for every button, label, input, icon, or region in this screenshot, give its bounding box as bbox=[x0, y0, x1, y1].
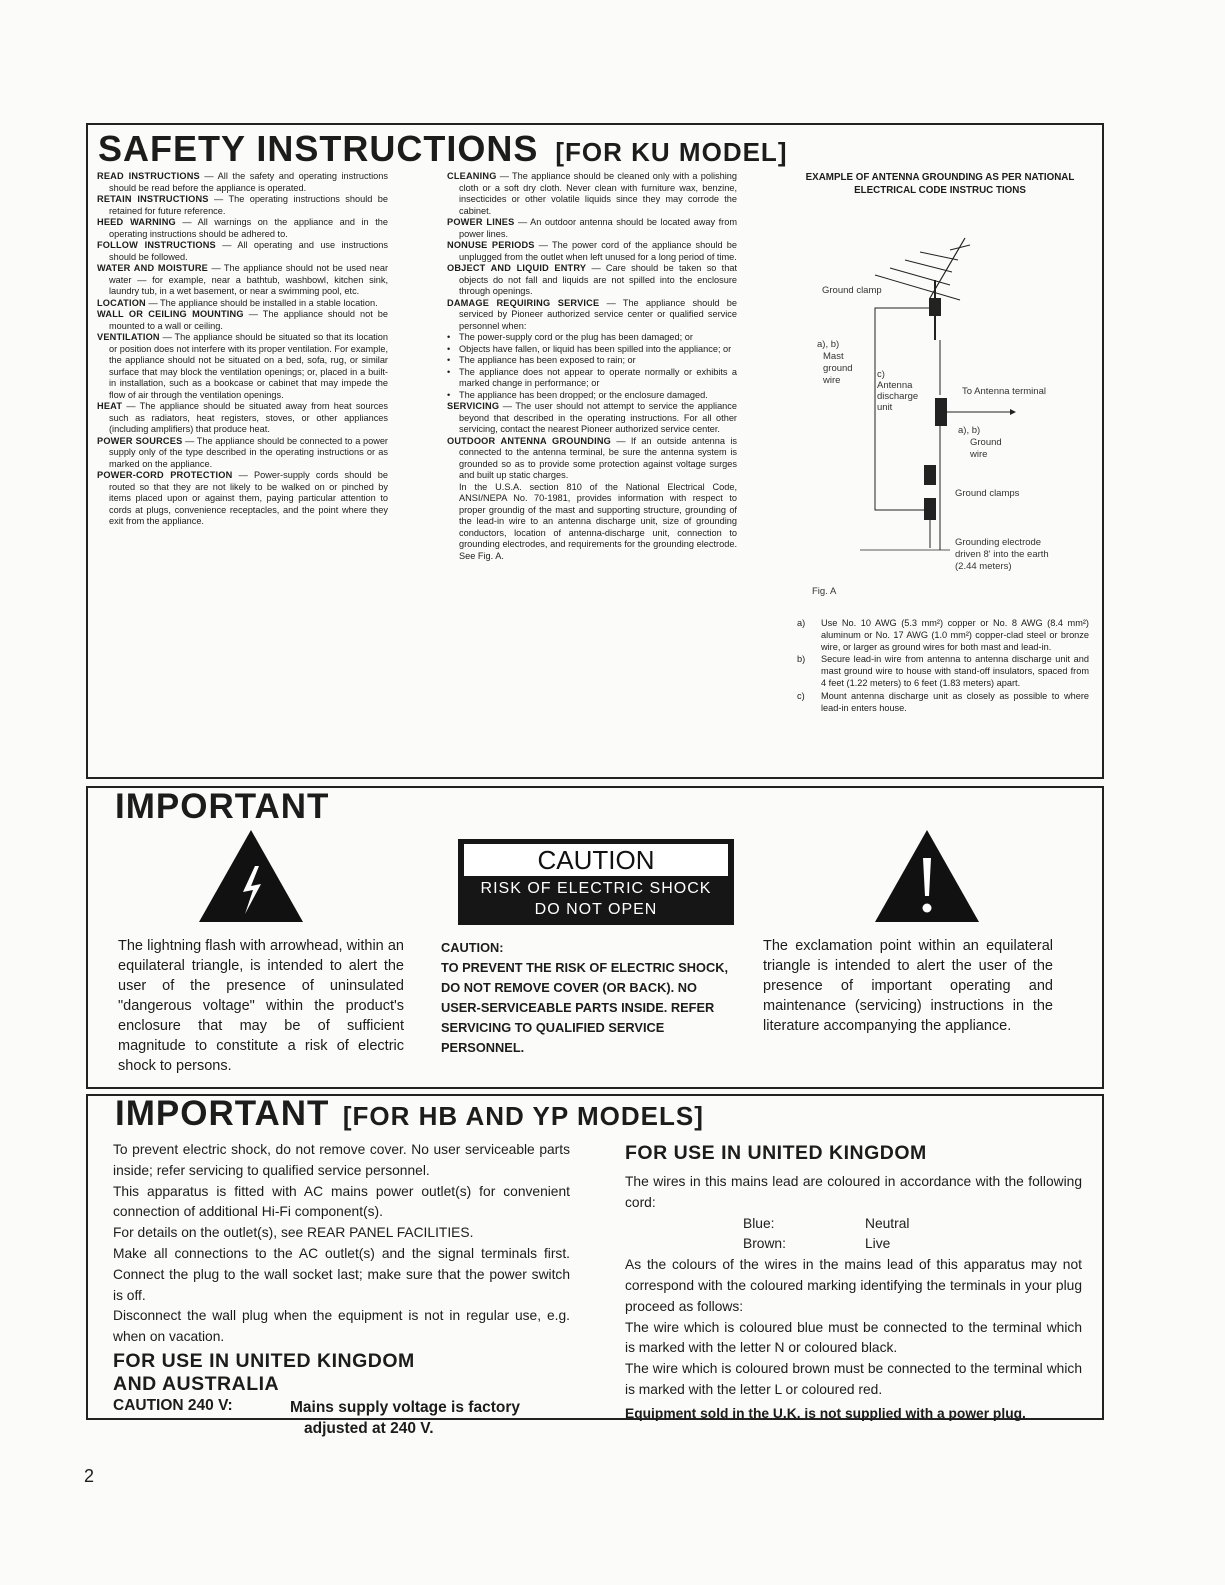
note-item: a) Use No. 10 AWG (5.3 mm²) copper or No. 8 AWG (8.4 mm²) aluminum or No. 17 AWG (1.0 mm²) copper-clad steel or bronze wire, or larger as ground wires for both mast and lead-in. bbox=[797, 618, 1089, 652]
mains-voltage-text: Mains supply voltage is factory adjusted at 240 V. bbox=[290, 1399, 520, 1437]
safety-item: SERVICING — The user should not attempt to service the appliance beyond that described in the operating instructions. For all other servicing, contact the nearest Pioneer authorized service center. bbox=[447, 401, 737, 434]
safety-title-main: SAFETY INSTRUCTIONS bbox=[98, 128, 539, 169]
note-item: c) Mount antenna discharge unit as closely as possible to where lead-in enters house. bbox=[797, 690, 1089, 713]
safety-item: OBJECT AND LIQUID ENTRY — Care should be taken so that objects do not fall and liquids are not spilled into the enclosure through openings. bbox=[447, 263, 737, 296]
safety-item: RETAIN INSTRUCTIONS — The operating instructions should be retained for future reference. bbox=[97, 194, 388, 216]
diagram-notes bbox=[797, 618, 1089, 714]
page-number: 2 bbox=[84, 1466, 95, 1486]
uk-para: As the colours of the wires in the mains lead of this apparatus may not correspond with the coloured marking identifying the terminals in your plug proceed as follows: bbox=[625, 1257, 1082, 1314]
safety-item: WATER AND MOISTURE — The appliance should not be used near water — for example, near a bathtub, washbowl, kitchen sink, laundry tub, in a wet basement, or near a swimming pool, etc. bbox=[97, 263, 389, 296]
important-title-2-sub: [FOR HB AND YP MODELS] bbox=[342, 1101, 704, 1131]
safety-bullet: • Objects have fallen, or liquid has been spilled into the appliance; or bbox=[447, 344, 737, 356]
caution-text-block bbox=[441, 938, 731, 1058]
safety-bullet: • The power-supply cord or the plug has been damaged; or bbox=[447, 332, 737, 344]
safety-item: HEED WARNING — All warnings on the appliance and in the operating instructions should be adhered to. bbox=[97, 217, 388, 239]
antenna-grounding-diagram bbox=[780, 230, 1100, 590]
caution-label-open: DO NOT OPEN bbox=[534, 901, 658, 918]
label-ground-clamps: Ground clamps bbox=[955, 488, 1020, 499]
safety-item: READ INSTRUCTIONS — All the safety and operating instructions should be read before the appliance is operated. bbox=[97, 171, 388, 193]
safety-col-2 bbox=[447, 171, 737, 562]
safety-item: HEAT — The appliance should be situated away from heat sources such as radiators, heat registers, stoves, or other appliances (including amplifiers) that produce heat. bbox=[97, 401, 388, 434]
safety-bullet: • The appliance has been exposed to rain; or bbox=[447, 355, 737, 367]
nec-paragraph: In the U.S.A. section 810 of the National Electrical Code, ANSI/NEPA No. 70-1981, provides information with respect to proper groundig of the mast and supporting structure, grounding of the lead-in wire to an antenna discharge unit, size of grounding conductors, location of antenna-discharge unit, connection to grounding electrodes, and requirements for the grounding electrode. See Fig. A. bbox=[459, 481, 737, 561]
safety-item: DAMAGE REQUIRING SERVICE — The appliance should be serviced by Pioneer authorized service center or qualified service personnel when: bbox=[447, 297, 737, 331]
safety-bullet: • The appliance does not appear to operate normally or exhibits a marked change in performance; or bbox=[447, 367, 737, 390]
safety-item: VENTILATION — The appliance should be situated so that its location or position does not interfere with its proper ventilation. For example, the appliance should not be situated on a bed, sofa, rug, or similar surface that may block the ventilation openings; or, placed in a built-in installation, such as a bookcase or cabinet that may impede the flow of air through the ventilation openings. bbox=[97, 332, 388, 400]
safety-item: POWER-CORD PROTECTION — Power-supply cords should be routed so that they are not likely to be walked on or pinched by items placed upon or against them, paying particular attention to cords at plugs, convenience receptacles, and the point where they exit from the appliance. bbox=[97, 470, 388, 526]
caution-heading: CAUTION: bbox=[441, 940, 504, 955]
important2-left bbox=[113, 1140, 570, 1348]
uk-au-heading: FOR USE IN UNITED KINGDOM AND AUSTRALIA bbox=[113, 1350, 415, 1395]
important2-para: Make all connections to the AC outlet(s) and the signal terminals first. Connect the plug to the wall socket last; make sure that the power switch is off. bbox=[113, 1245, 570, 1303]
safety-title bbox=[98, 126, 787, 175]
important-title-2 bbox=[115, 1094, 704, 1134]
important-title-2-main: IMPORTANT bbox=[115, 1094, 330, 1133]
note-item: b) Secure lead-in wire from antenna to antenna discharge unit and mast ground wire to house with stand-off insulators, spaced from 4 feet (1.22 meters) to 6 feet (1.83 meters) apart. bbox=[797, 654, 1089, 688]
safety-item: POWER LINES — An outdoor antenna should be located away from power lines. bbox=[447, 217, 737, 239]
wire-brown-row: Brown: Live bbox=[743, 1236, 891, 1252]
wire-blue-row: Blue: Neutral bbox=[743, 1215, 910, 1231]
important2-para: To prevent electric shock, do not remove cover. No user serviceable parts inside; refer servicing to qualified service personnel. bbox=[113, 1142, 570, 1178]
important2-right bbox=[625, 1172, 1082, 1425]
safety-item: FOLLOW INSTRUCTIONS — All operating and use instructions should be followed. bbox=[97, 240, 388, 262]
important2-para: For details on the outlet(s), see REAR PANEL FACILITIES. bbox=[113, 1225, 474, 1241]
caution-label-title: CAUTION bbox=[464, 844, 728, 876]
safety-item: CLEANING — The appliance should be cleaned only with a polishing cloth or a soft dry cloth. Never clean with furniture wax, benzine, insecticides or other volatile liquids since they may corrode the cabinet. bbox=[447, 171, 737, 216]
exclamation-description: The exclamation point within an equilateral triangle is intended to alert the user of the presence of important operating and maintenance (servicing) instructions in the literature accompanying the appliance. bbox=[763, 938, 1053, 1034]
caution-240-label: CAUTION 240 V: bbox=[113, 1397, 233, 1414]
lightning-description: The lightning flash with arrowhead, within an equilateral triangle, is intended to alert the user of the presence of uninsulated "dangerous voltage" within the product's enclosure that may be of sufficient magnitude to constitute a risk of electric shock to persons. bbox=[118, 938, 404, 1074]
safety-item: NONUSE PERIODS — The power cord of the appliance should be unplugged from the outlet when left unused for a long period of time. bbox=[447, 240, 737, 262]
label-ground-clamp: Ground clamp bbox=[822, 285, 882, 296]
uk-power-plug-note: Equipment sold in the U.K. is not supplied with a power plug. bbox=[625, 1405, 1026, 1421]
exclamation-triangle-icon bbox=[873, 828, 981, 924]
safety-col-1 bbox=[97, 171, 388, 528]
label-ground-wire: a), b) Ground wire bbox=[958, 425, 1002, 460]
safety-item: WALL OR CEILING MOUNTING — The appliance should not be mounted to a wall or ceiling. bbox=[97, 309, 388, 331]
safety-item: POWER SOURCES — The appliance should be connected to a power supply only of the type described in the operating instructions or as marked on the appliance. bbox=[97, 435, 388, 469]
uk-heading: FOR USE IN UNITED KINGDOM bbox=[625, 1142, 927, 1164]
safety-item: LOCATION — The appliance should be installed in a stable location. bbox=[97, 297, 378, 308]
lightning-triangle-icon bbox=[197, 828, 305, 924]
caution-body: TO PREVENT THE RISK OF ELECTRIC SHOCK, DO NOT REMOVE COVER (OR BACK). NO USER-SERVICEABLE PARTS INSIDE. REFER SERVICING TO QUALIFIED SERVICE PERSONNEL. bbox=[441, 960, 729, 1055]
important2-para: Disconnect the wall plug when the equipment is not in regular use, e.g. when on vacation. bbox=[113, 1308, 570, 1345]
important-title-1: IMPORTANT bbox=[115, 787, 330, 826]
caution-label-risk: RISK OF ELECTRIC SHOCK bbox=[480, 880, 712, 897]
label-electrode: Grounding electrode driven 8' into the earth (2.44 meters) bbox=[955, 537, 1049, 572]
safety-bullet: • The appliance has been dropped; or the enclosure damaged. bbox=[447, 390, 737, 402]
figure-label: Fig. A bbox=[812, 586, 837, 597]
label-discharge-group: c) Antenna discharge unit bbox=[877, 369, 919, 413]
caution-label-box bbox=[458, 839, 734, 925]
uk-intro: The wires in this mains lead are coloured in accordance with the following cord: bbox=[625, 1174, 1082, 1210]
label-to-terminal: To Antenna terminal bbox=[962, 386, 1046, 397]
safety-title-sub: [FOR KU MODEL] bbox=[555, 137, 788, 167]
uk-para: The wire which is coloured brown must be connected to the terminal which is marked with the letter L or coloured red. bbox=[625, 1361, 1082, 1397]
label-mast-group: a), b) Mast ground wire bbox=[817, 339, 853, 386]
uk-para: The wire which is coloured blue must be connected to the terminal which is marked with the letter N or coloured black. bbox=[625, 1319, 1082, 1356]
safety-item: OUTDOOR ANTENNA GROUNDING — If an outside antenna is connected to the antenna terminal, be sure the antenna system is grounded so as to provide some protection against voltage surges and built up static charges. bbox=[447, 435, 737, 480]
important2-para: This apparatus is fitted with AC mains power outlet(s) for convenient connection of additional Hi-Fi component(s). bbox=[113, 1183, 570, 1220]
diagram-title: EXAMPLE OF ANTENNA GROUNDING AS PER NATIONAL ELECTRICAL CODE INSTRUC TIONS bbox=[805, 172, 1075, 196]
